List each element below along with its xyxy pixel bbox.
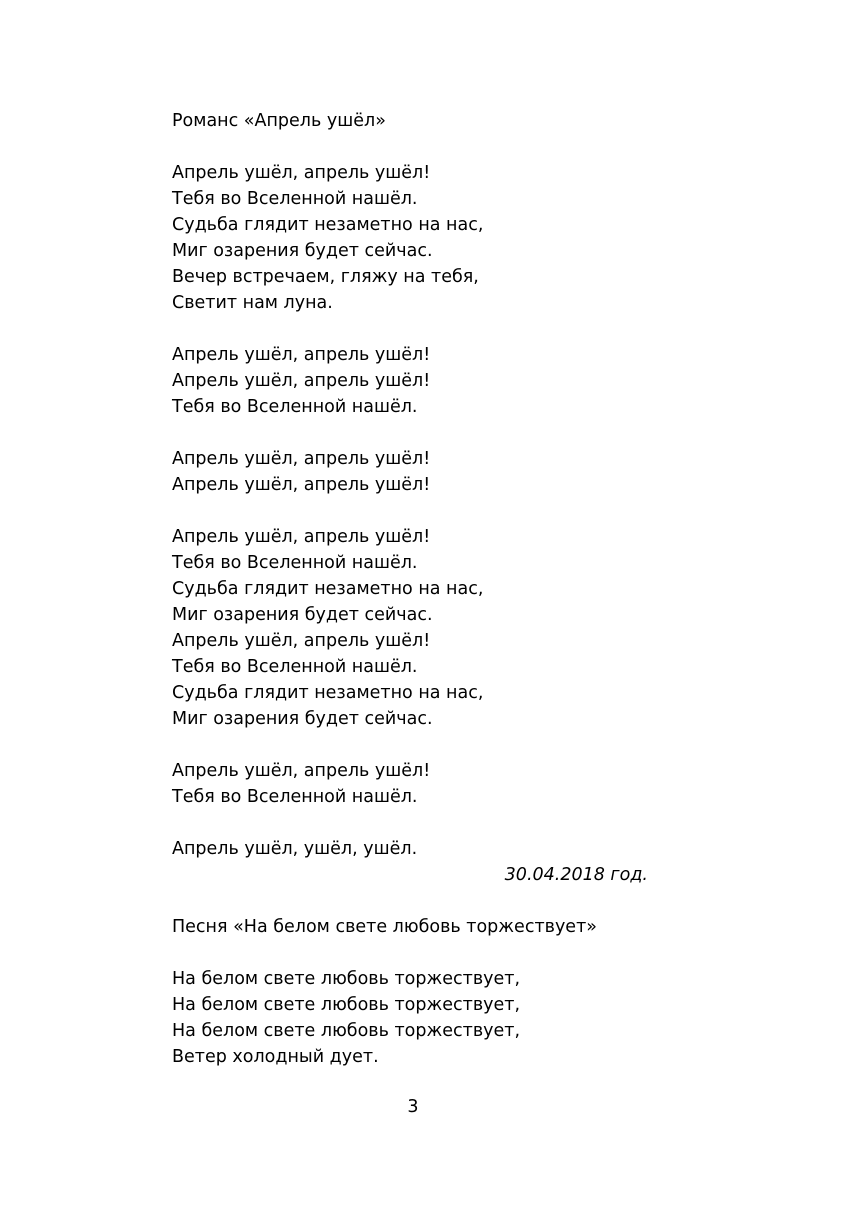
verse-line: Тебя во Вселенной нашёл. (172, 553, 418, 573)
verse-line: Апрель ушёл, апрель ушёл! (172, 631, 431, 651)
verse-line: Апрель ушёл, апрель ушёл! (172, 527, 431, 547)
verse-line: Тебя во Вселенной нашёл. (172, 657, 418, 677)
romance-stanza-4 (172, 524, 652, 732)
verse-line: Тебя во Вселенной нашёл. (172, 397, 418, 417)
verse-line: Апрель ушёл, ушёл, ушёл. (172, 839, 418, 859)
verse-line: Апрель ушёл, апрель ушёл! (172, 449, 431, 469)
verse-line: Апрель ушёл, апрель ушёл! (172, 475, 431, 495)
song-title: Песня «На белом свете любовь торжествует» (172, 917, 597, 937)
verse-line: Миг озарения будет сейчас. (172, 241, 433, 261)
verse-line: Светит нам луна. (172, 293, 333, 313)
verse-line: На белом свете любовь торжествует, (172, 969, 521, 989)
romance-stanza-6 (172, 836, 652, 862)
verse-line: На белом свете любовь торжествует, (172, 1021, 521, 1041)
section-gap (172, 888, 652, 914)
romance-stanza-3 (172, 446, 652, 498)
verse-line: Миг озарения будет сейчас. (172, 605, 433, 625)
romance-title: Романс «Апрель ушёл» (172, 111, 386, 131)
verse-line: Ветер холодный дует. (172, 1047, 379, 1067)
stanza-gap (172, 134, 652, 160)
romance-stanza-5 (172, 758, 652, 810)
verse-line: Миг озарения будет сейчас. (172, 709, 433, 729)
verse-line: Тебя во Вселенной нашёл. (172, 787, 418, 807)
stanza-gap (172, 732, 652, 758)
verse-line: Апрель ушёл, апрель ушёл! (172, 163, 431, 183)
stanza-gap (172, 498, 652, 524)
romance-date: 30.04.2018 год. (504, 865, 648, 885)
verse-line: Апрель ушёл, апрель ушёл! (172, 761, 431, 781)
verse-line: Апрель ушёл, апрель ушёл! (172, 371, 431, 391)
stanza-gap (172, 940, 652, 966)
verse-line: Судьба глядит незаметно на нас, (172, 579, 484, 599)
song-stanza-1 (172, 966, 652, 1070)
romance-stanza-1 (172, 160, 652, 316)
verse-line: Апрель ушёл, апрель ушёл! (172, 345, 431, 365)
verse-line: Судьба глядит незаметно на нас, (172, 683, 484, 703)
stanza-gap (172, 420, 652, 446)
verse-line: Вечер встречаем, гляжу на тебя, (172, 267, 479, 287)
stanza-gap (172, 316, 652, 342)
stanza-gap (172, 810, 652, 836)
verse-line: На белом свете любовь торжествует, (172, 995, 521, 1015)
verse-line: Судьба глядит незаметно на нас, (172, 215, 484, 235)
romance-stanza-2 (172, 342, 652, 420)
verse-line: Тебя во Вселенной нашёл. (172, 189, 418, 209)
page-content (172, 108, 652, 1070)
page-number: 3 (407, 1097, 419, 1117)
